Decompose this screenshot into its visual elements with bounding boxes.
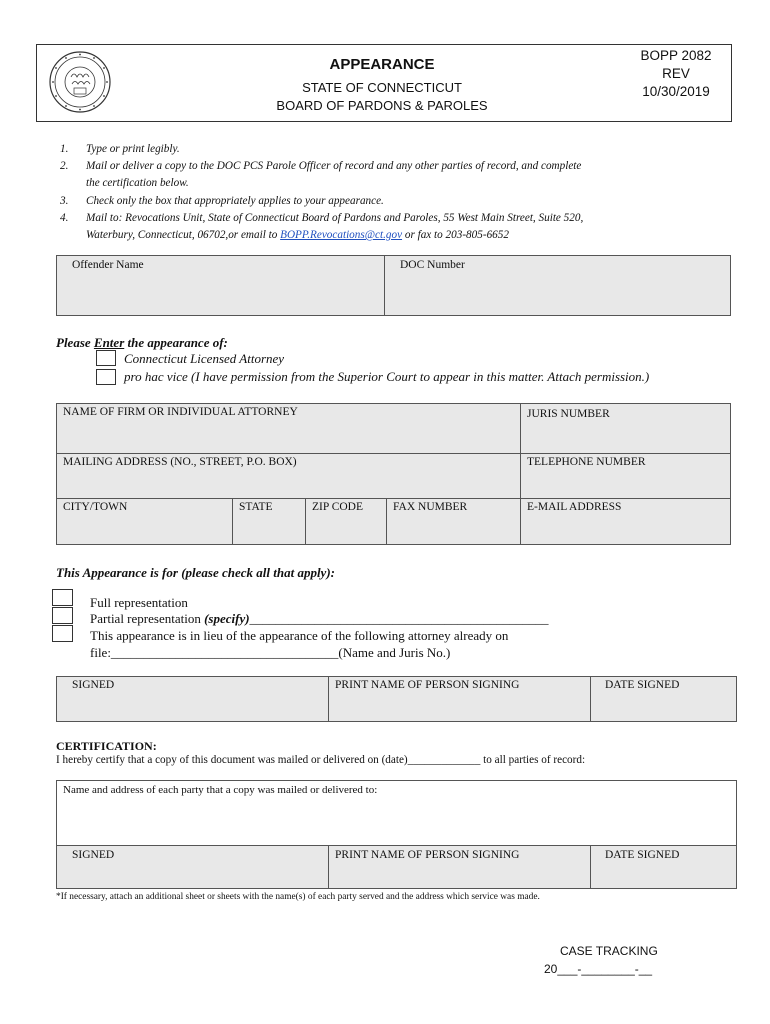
form-rev-date: 10/30/2019 — [642, 84, 710, 99]
divider — [56, 498, 731, 499]
email-link[interactable]: BOPP.Revocations@ct.gov — [280, 229, 403, 242]
divider — [328, 845, 329, 889]
state-field[interactable]: STATE — [239, 501, 273, 513]
appearance-of-heading: Please Enter the appearance of: — [56, 335, 228, 350]
in-lieu-label: This appearance is in lieu of the appearance of the following attorney already on — [90, 628, 509, 643]
offender-box — [56, 255, 731, 316]
signed-field-2[interactable]: SIGNED — [72, 849, 115, 861]
in-lieu-checkbox[interactable] — [52, 625, 73, 642]
divider — [232, 498, 233, 545]
signed-field[interactable]: SIGNED — [72, 679, 115, 691]
firm-name-field[interactable]: NAME OF FIRM OR INDIVIDUAL ATTORNEY — [63, 406, 298, 418]
partial-representation-checkbox[interactable] — [52, 607, 73, 624]
instruction-continuation: Waterbury, Connecticut, 06702,or email to BOPP.Revocations@ct.gov or fax to 203-805-6652 — [86, 229, 509, 242]
partial-representation-label: Partial representation (specify)______________________________________________ — [90, 611, 549, 626]
city-field[interactable]: CITY/TOWN — [63, 501, 128, 513]
offender-name-field[interactable]: Offender Name — [72, 259, 144, 271]
divider — [590, 845, 591, 889]
divider — [520, 403, 521, 545]
juris-number-field[interactable]: JURIS NUMBER — [527, 408, 610, 420]
form-number: BOPP 2082 — [640, 48, 712, 63]
print-name-field-2[interactable]: PRINT NAME OF PERSON SIGNING — [335, 849, 520, 861]
board-name: BOARD OF PARDONS & PAROLES — [276, 98, 488, 113]
date-signed-field-2[interactable]: DATE SIGNED — [605, 849, 680, 861]
state-name: STATE OF CONNECTICUT — [302, 80, 462, 95]
divider — [305, 498, 306, 545]
form-number-block — [628, 47, 724, 101]
attorney-table — [56, 403, 731, 545]
case-tracking-field[interactable]: 20___-________-__ — [544, 962, 653, 976]
form-rev: REV — [662, 66, 690, 81]
divider — [384, 255, 385, 316]
instruction-item: 2. Mail or deliver a copy to the DOC PCS Parole Officer of record and any other parties of record, and complete — [60, 160, 582, 173]
divider — [56, 453, 731, 454]
divider — [328, 676, 329, 722]
licensed-attorney-checkbox[interactable] — [96, 350, 116, 366]
state-seal-icon — [44, 50, 116, 114]
zip-code-field[interactable]: ZIP CODE — [312, 501, 364, 513]
full-representation-checkbox[interactable] — [52, 589, 73, 606]
instruction-continuation: the certification below. — [86, 177, 189, 190]
footnote: *If necessary, attach an additional sheet or sheets with the name(s) of each party served and the address which service was made. — [56, 892, 540, 902]
in-lieu-file-line[interactable]: file:___________________________________(Name and Juris No.) — [90, 645, 451, 660]
appearance-for-heading: This Appearance is for (please check all that apply): — [56, 565, 335, 580]
instruction-item: 4. Mail to: Revocations Unit, State of Connecticut Board of Pardons and Paroles, 55 West Main Street, Suite 520, — [60, 211, 584, 224]
licensed-attorney-label: Connecticut Licensed Attorney — [124, 351, 285, 366]
certification-heading: CERTIFICATION: — [56, 739, 157, 753]
pro-hac-vice-checkbox[interactable] — [96, 369, 116, 385]
certification-text: I hereby certify that a copy of this document was mailed or delivered on (date)_____________ to all parties of record: — [56, 754, 586, 766]
partial-specify-line[interactable]: ______________________________________________ — [249, 611, 549, 626]
instructions-list — [60, 141, 700, 244]
divider — [386, 498, 387, 545]
full-representation-label: Full representation — [90, 595, 188, 610]
case-tracking-label: CASE TRACKING — [560, 944, 658, 958]
instruction-item: 1. Type or print legibly. — [60, 143, 180, 155]
instruction-item: 3. Check only the box that appropriately applies to your appearance. — [60, 194, 384, 207]
fax-number-field[interactable]: FAX NUMBER — [393, 501, 468, 513]
date-signed-field[interactable]: DATE SIGNED — [605, 679, 680, 691]
telephone-field[interactable]: TELEPHONE NUMBER — [527, 456, 646, 468]
divider — [590, 676, 591, 722]
doc-number-field[interactable]: DOC Number — [400, 259, 465, 271]
mailing-address-field[interactable]: MAILING ADDRESS (NO., STREET, P.O. BOX) — [63, 456, 297, 468]
form-title: APPEARANCE — [329, 56, 435, 73]
parties-field[interactable]: Name and address of each party that a copy was mailed or delivered to: — [63, 784, 378, 796]
pro-hac-vice-label: pro hac vice (I have permission from the Superior Court to appear in this matter. Attach permission.) — [124, 369, 650, 384]
print-name-field[interactable]: PRINT NAME OF PERSON SIGNING — [335, 679, 520, 691]
email-address-field[interactable]: E-MAIL ADDRESS — [527, 501, 622, 513]
